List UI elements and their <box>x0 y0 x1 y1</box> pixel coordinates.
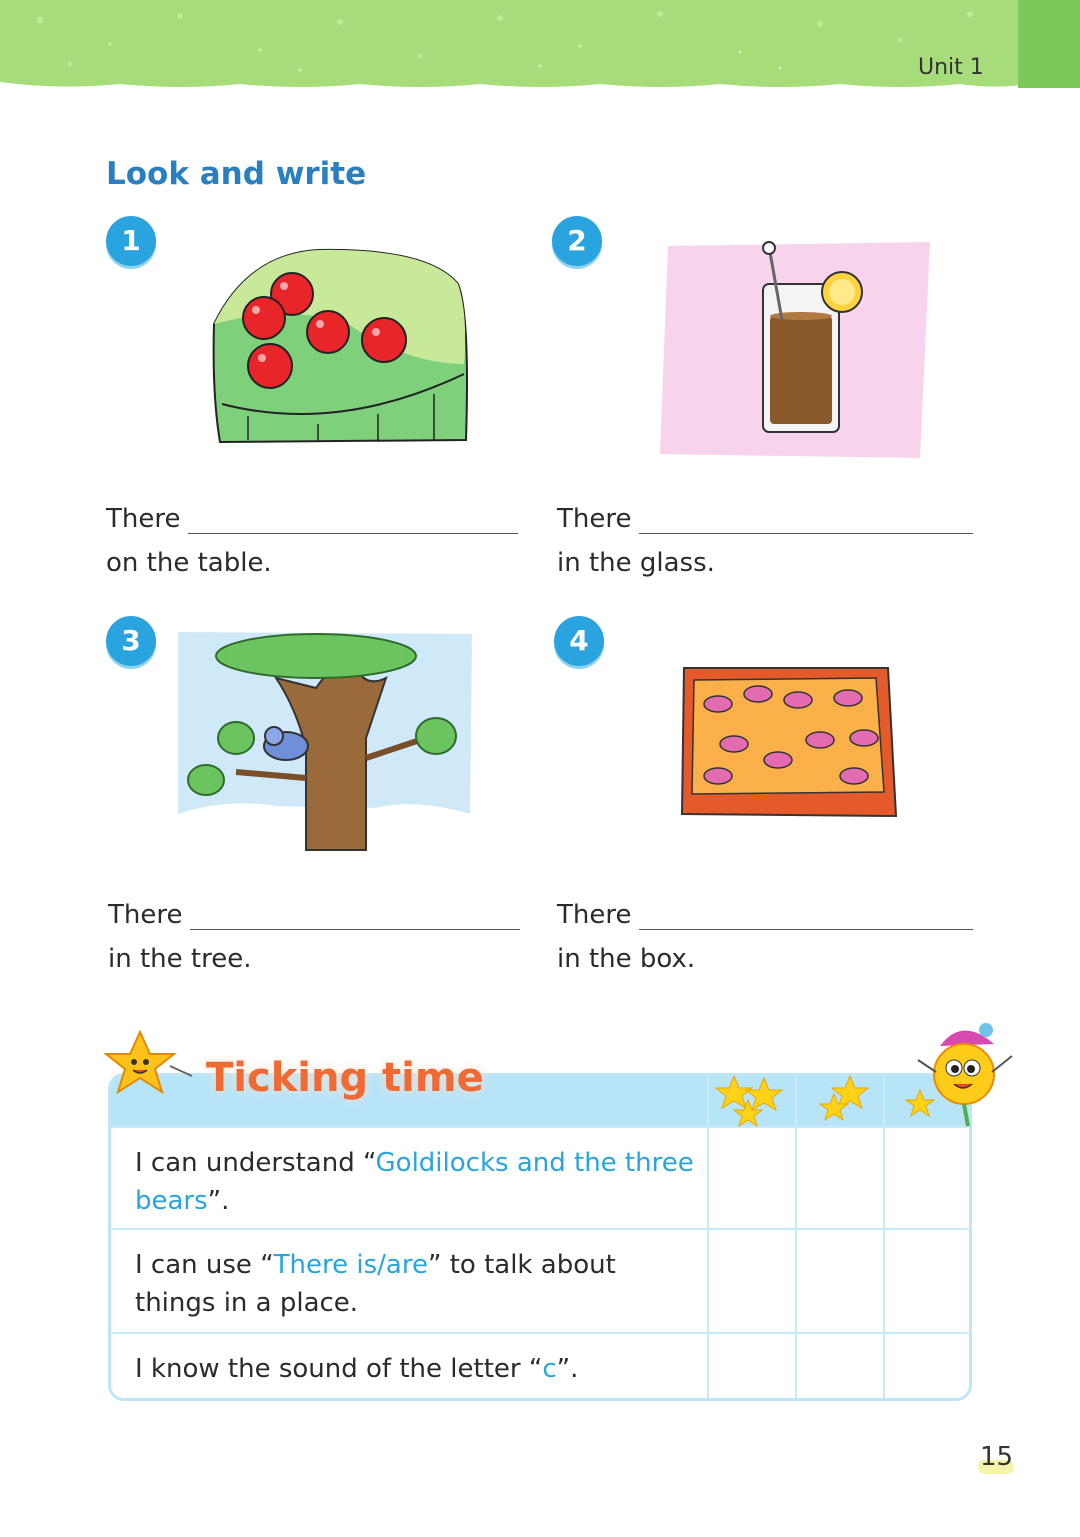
exercise-1-blank[interactable] <box>188 507 518 534</box>
page-number: 15 <box>980 1442 1014 1472</box>
exercise-2-sentence: There <box>557 504 973 534</box>
exercise-number-4: 4 <box>554 616 604 666</box>
apples-on-table-image <box>208 244 470 452</box>
exercise-number-1: 1 <box>106 216 156 266</box>
star-mascot-icon <box>100 1030 198 1102</box>
bird-in-tree-image <box>176 628 474 852</box>
exercise-2-ending: in the glass. <box>557 548 715 578</box>
exercise-3-blank[interactable] <box>190 903 520 930</box>
juice-glass-image <box>658 240 934 460</box>
exercise-1-ending: on the table. <box>106 548 272 578</box>
table-row <box>111 1228 969 1334</box>
ticking-statement-2: I can use “There is/are” to talk about things in a place. <box>135 1250 616 1318</box>
exercise-4-blank[interactable] <box>639 903 973 930</box>
exercise-3-sentence: There <box>108 900 520 930</box>
exercise-4-sentence: There <box>557 900 973 930</box>
unit-label: Unit 1 <box>918 55 984 80</box>
exercise-2-blank[interactable] <box>639 507 973 534</box>
exercise-1-sentence: There <box>106 504 518 534</box>
sweets-in-box-image <box>678 664 900 822</box>
table-row <box>111 1332 969 1401</box>
exercise-4-ending: in the box. <box>557 944 696 974</box>
sun-mascot-icon <box>910 1022 1020 1132</box>
ticking-time-title: Ticking time <box>206 1055 484 1101</box>
exercise-number-2: 2 <box>552 216 602 266</box>
exercise-3-ending: in the tree. <box>108 944 252 974</box>
ticking-statement-3: I know the sound of the letter “c”. <box>135 1354 579 1384</box>
table-row <box>111 1126 969 1230</box>
exercise-number-3: 3 <box>106 616 156 666</box>
ticking-statement-1: I can understand “Goldilocks and the three bears”. <box>135 1148 694 1216</box>
section-title: Look and write <box>106 156 367 192</box>
